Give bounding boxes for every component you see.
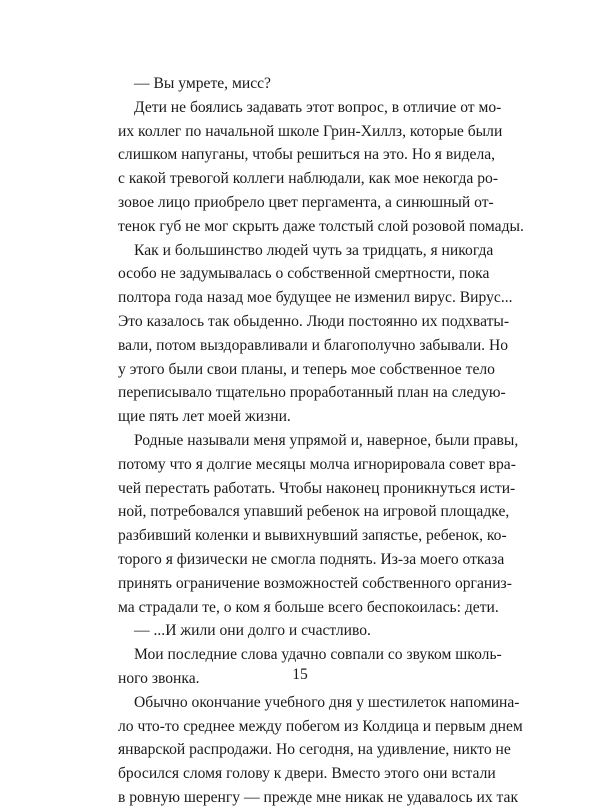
text-line: Дети не боялись задавать этот вопрос, в отличие от мо- <box>134 98 502 116</box>
text-line: в ровную шеренгу — прежде мне никак не удавалось их так <box>118 788 519 806</box>
text-line: их коллег по начальной школе Грин-Хиллз, которые были <box>118 122 503 140</box>
text-line: особо не задумывалась о собственной смертности, пока <box>118 265 490 283</box>
text-line: Обычно окончание учебного дня у шестилеток напомина- <box>134 693 520 711</box>
paragraph <box>118 429 519 619</box>
text-line: тенок губ не мог скрыть даже толстый слой розовой помады. <box>118 217 524 235</box>
text-line: чей перестать работать. Чтобы наконец проникнуться исти- <box>118 479 516 497</box>
text-line: слишком напуганы, чтобы решиться на это. Но я видела, <box>118 146 496 164</box>
text-line: Родные называли меня упрямой и, наверное, были правы, <box>134 431 519 449</box>
text-line: полтора года назад мое будущее не изменил вирус. Вирус... <box>118 289 513 307</box>
text-line: Мои последние слова удачно совпали со звуком школь- <box>134 646 502 664</box>
text-line: январской распродажи. Но сегодня, на удивление, никто не <box>118 741 511 759</box>
text-line: щие пять лет моей жизни. <box>118 408 291 426</box>
text-line: — ...И жили они долго и счастливо. <box>134 622 371 640</box>
text-line: ло что-то среднее между побегом из Колдица и первым днем <box>118 717 523 735</box>
text-line: — Вы умрете, мисс? <box>134 75 271 92</box>
text-line: ной, потребовался упавший ребенок на игровой площадке, <box>118 503 510 521</box>
page-number: 15 <box>292 666 308 683</box>
body-text <box>118 72 524 810</box>
text-line: ма страдали те, о ком я больше всего беспокоилась: дети. <box>118 598 499 616</box>
text-line: у этого были свои планы, и теперь мое собственное тело <box>118 360 495 378</box>
paragraph <box>118 691 523 810</box>
text-line: Это казалось так обыденно. Люди постоянно их подхваты- <box>118 312 510 330</box>
text-line: зовое лицо приобрело цвет пергамента, а синюшный от- <box>118 193 494 211</box>
paragraph <box>118 72 484 96</box>
text-line: переписывало тщательно проработанный план на следую- <box>118 384 506 402</box>
text-line: ного звонка. <box>118 669 200 687</box>
paragraph <box>118 239 513 429</box>
text-line: разбивший коленки и вывихнувший запястье, ребенок, ко- <box>118 527 507 545</box>
text-line: вали, потом выздоравливали и благополучно забывали. Но <box>118 336 509 354</box>
paragraph <box>118 619 484 643</box>
text-line: принять ограничение возможностей собственного организ- <box>118 574 512 592</box>
text-line: торого я физически не смогла поднять. Из-за моего отказа <box>118 550 505 568</box>
text-line: с какой тревогой коллеги наблюдали, как мое некогда ро- <box>118 170 499 188</box>
text-line: Как и большинство людей чуть за тридцать, я никогда <box>134 241 494 259</box>
text-line: потому что я долгие месяцы молча игнорировала совет вра- <box>118 455 516 473</box>
paragraph <box>118 96 524 239</box>
text-line: бросился сломя голову к двери. Вместо этого они встали <box>118 765 496 783</box>
